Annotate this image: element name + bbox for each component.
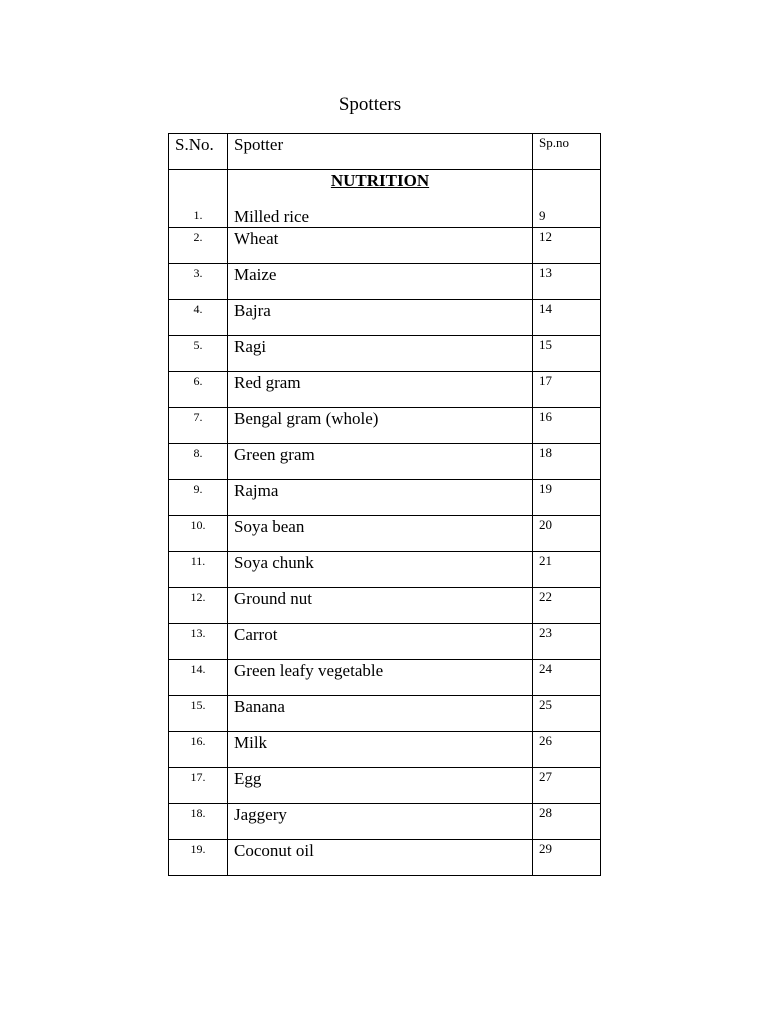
row-sno: 17. — [169, 768, 228, 804]
table-row — [169, 372, 601, 408]
row-spno: 18 — [533, 444, 601, 480]
table-row — [169, 516, 601, 552]
row-name: Carrot — [228, 624, 533, 660]
row-name: Green leafy vegetable — [228, 660, 533, 696]
row-sno: 15. — [169, 696, 228, 732]
row-name: Banana — [228, 696, 533, 732]
row-spno: 20 — [533, 516, 601, 552]
row-name: Wheat — [228, 228, 533, 264]
row-spno: 22 — [533, 588, 601, 624]
table-row — [169, 336, 601, 372]
row-spno: 29 — [533, 840, 601, 876]
section-cell — [228, 170, 533, 228]
row-spno: 12 — [533, 228, 601, 264]
row-spno: 21 — [533, 552, 601, 588]
page-title: Spotters — [338, 94, 402, 115]
row-name: Rajma — [228, 480, 533, 516]
row-sno: 8. — [169, 444, 228, 480]
table-row — [169, 840, 601, 876]
row-sno: 7. — [169, 408, 228, 444]
row-spno: 17 — [533, 372, 601, 408]
row-spno: 19 — [533, 480, 601, 516]
row-sno: 16. — [169, 732, 228, 768]
row-spno: 28 — [533, 804, 601, 840]
table-row — [169, 696, 601, 732]
row-sno: 11. — [169, 552, 228, 588]
table-row — [169, 228, 601, 264]
row-spno: 26 — [533, 732, 601, 768]
row-spno: 16 — [533, 408, 601, 444]
row-sno: 1. — [169, 170, 228, 228]
row-name: Green gram — [228, 444, 533, 480]
row-name: Ragi — [228, 336, 533, 372]
section-heading: NUTRITION — [330, 171, 430, 190]
table-row — [169, 480, 601, 516]
table-header-row — [169, 134, 601, 170]
row-sno: 19. — [169, 840, 228, 876]
row-name: Red gram — [228, 372, 533, 408]
row-name: Ground nut — [228, 588, 533, 624]
header-spotter: Spotter — [228, 134, 533, 170]
row-sno: 5. — [169, 336, 228, 372]
row-spno: 27 — [533, 768, 601, 804]
row-name: Bengal gram (whole) — [228, 408, 533, 444]
table-row — [169, 264, 601, 300]
row-sno: 4. — [169, 300, 228, 336]
row-sno: 2. — [169, 228, 228, 264]
row-name: Egg — [228, 768, 533, 804]
row-spno: 15 — [533, 336, 601, 372]
section-row — [169, 170, 601, 228]
table-row — [169, 624, 601, 660]
table-row — [169, 300, 601, 336]
row-spno: 9 — [533, 170, 601, 228]
row-name: Milled rice — [234, 207, 310, 226]
table-row — [169, 408, 601, 444]
row-name: Soya chunk — [228, 552, 533, 588]
row-spno: 14 — [533, 300, 601, 336]
row-name: Maize — [228, 264, 533, 300]
row-name: Jaggery — [228, 804, 533, 840]
table-row — [169, 768, 601, 804]
row-sno: 6. — [169, 372, 228, 408]
row-spno: 24 — [533, 660, 601, 696]
header-spno: Sp.no — [533, 134, 601, 170]
table-row — [169, 444, 601, 480]
table-row — [169, 804, 601, 840]
row-spno: 13 — [533, 264, 601, 300]
row-sno: 12. — [169, 588, 228, 624]
row-sno: 14. — [169, 660, 228, 696]
header-sno: S.No. — [169, 134, 228, 170]
row-name: Coconut oil — [228, 840, 533, 876]
row-sno: 18. — [169, 804, 228, 840]
row-name: Soya bean — [228, 516, 533, 552]
row-sno: 10. — [169, 516, 228, 552]
row-name: Bajra — [228, 300, 533, 336]
row-sno: 3. — [169, 264, 228, 300]
table-row — [169, 588, 601, 624]
row-name: Milk — [228, 732, 533, 768]
row-sno: 13. — [169, 624, 228, 660]
table-row — [169, 552, 601, 588]
row-spno: 23 — [533, 624, 601, 660]
spotters-table — [168, 133, 601, 876]
table-row — [169, 660, 601, 696]
row-spno: 25 — [533, 696, 601, 732]
row-sno: 9. — [169, 480, 228, 516]
table-row — [169, 732, 601, 768]
